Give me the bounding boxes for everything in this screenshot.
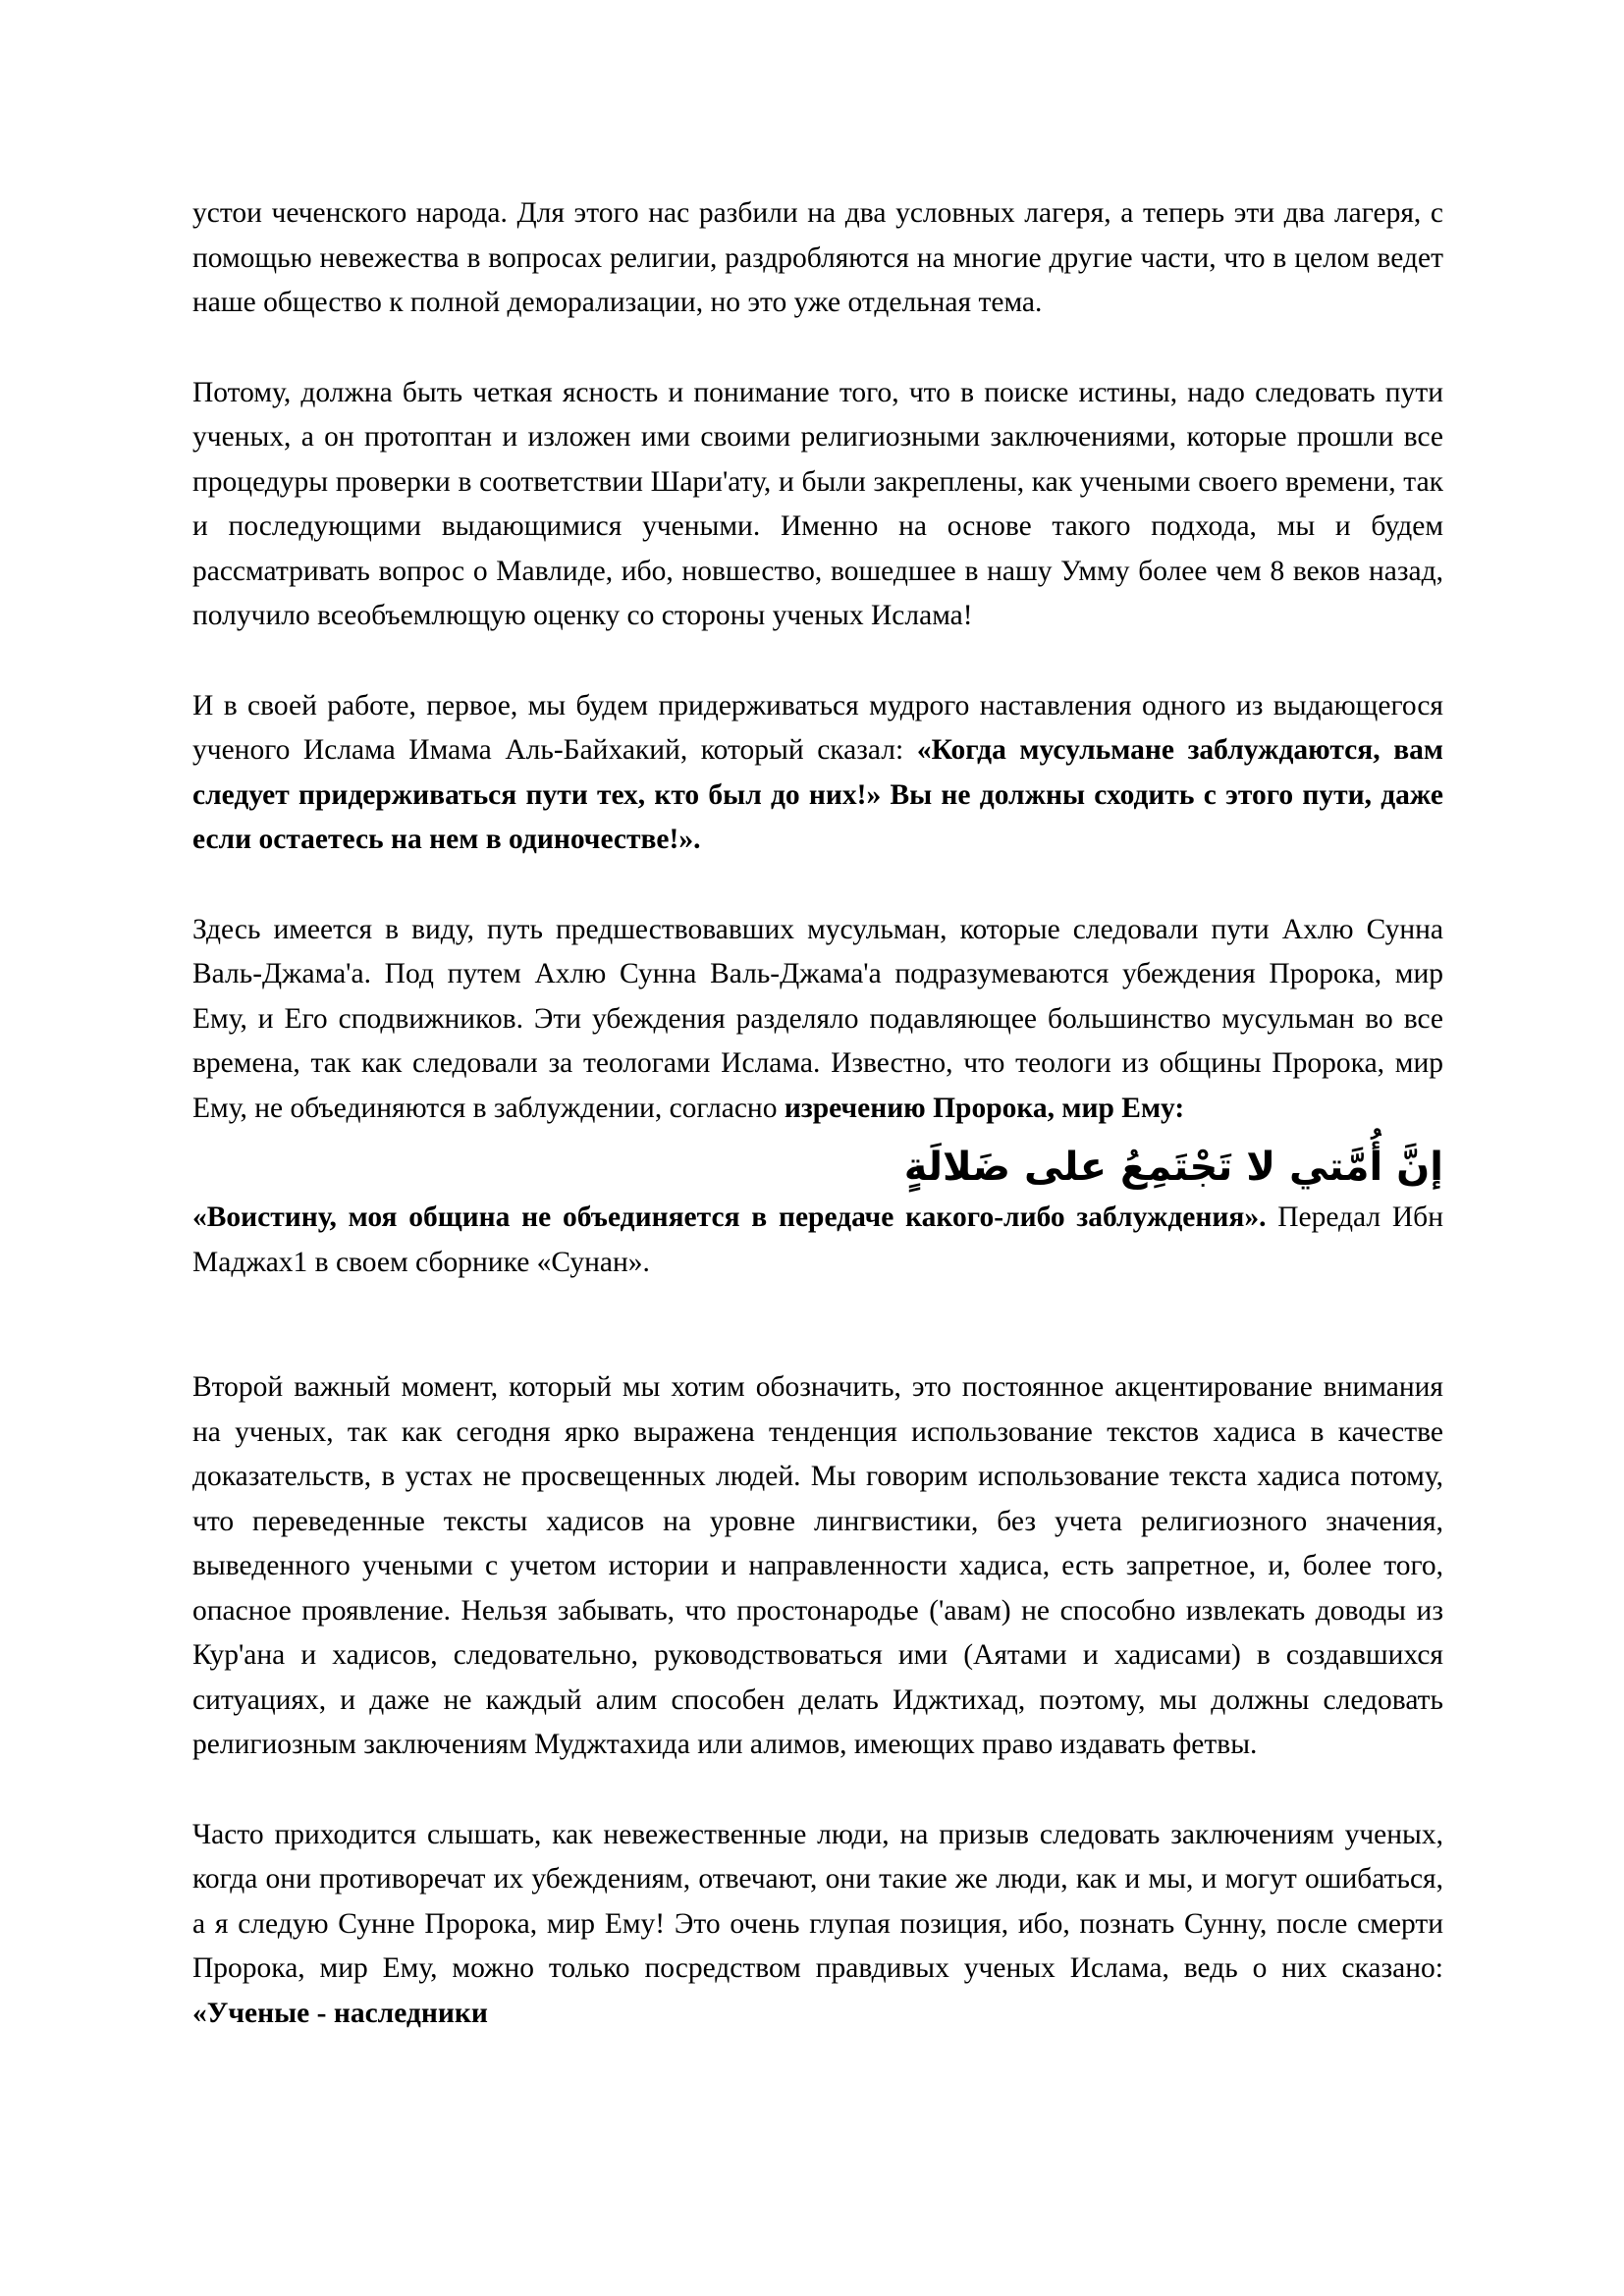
- paragraph-3-text: И в своей работе, первое, мы будем придерживаться мудрого наставления одного из выдающегося ученого Ислама Имама Аль-Байхакий, который сказал:: [192, 689, 1443, 766]
- paragraph-3-quote: «Когда мусульмане заблуждаются, вам следует придерживаться пути тех, кто был до них!» Вы не должны сходить с этого пути, даже если остаетесь на нем в одиночестве!».: [192, 734, 1443, 855]
- paragraph-6-text: Часто приходится слышать, как невежественные люди, на призыв следовать заключениям ученых, когда они противоречат их убеждениям, отвечают, они такие же люди, как и мы, и могут ошибаться, а я следую Сунне Пророка, мир Ему! Это очень глупая позиция, ибо, познать Сунну, после смерти Пророка, мир Ему, можно только посредством правдивых ученых Ислама, ведь о них сказано:: [192, 1818, 1443, 1984]
- paragraph-1: [192, 191, 1443, 326]
- paragraph-6-bold-tail: «Ученые - наследники: [192, 1997, 488, 2029]
- paragraph-2: [192, 371, 1443, 639]
- paragraph-6: [192, 1813, 1443, 2037]
- arabic-hadith-quote: إنَّ أُمَّتي لا تَجْتَمِعُ على ضَلالَةٍ: [903, 1145, 1443, 1190]
- paragraph-4-text: Здесь имеется в виду, путь предшествовавших мусульман, которые следовали пути Ахлю Сунна Валь-Джама'а. Под путем Ахлю Сунна Валь-Джама'а подразумеваются убеждения Пророка, мир Ему, и Его сподвижников. Эти убеждения разделяло подавляющее большинство мусульман во все времена, так как следовали за теологами Ислама. Известно, что теологи из общины Пророка, мир Ему, не объединяются в заблуждении, согласно: [192, 913, 1443, 1124]
- document-page: [192, 191, 1443, 2036]
- paragraph-1-text: устои чеченского народа. Для этого нас разбили на два условных лагеря, а теперь эти два лагеря, с помощью невежества в вопросах религии, раздробляются на многие другие части, что в целом ведет наше общество к полной деморализации, но это уже отдельная тема.: [192, 197, 1443, 318]
- paragraph-4-bold-tail: изречению Пророка, мир Ему:: [784, 1092, 1185, 1124]
- section-gap: [192, 1285, 1443, 1365]
- hadith-translation: [192, 1196, 1443, 1285]
- paragraph-3: [192, 684, 1443, 863]
- paragraph-5-text: Второй важный момент, который мы хотим обозначить, это постоянное акцентирование внимания на ученых, так как сегодня ярко выражена тенденция использование текстов хадиса в качестве доказательств, в устах не просвещенных людей. Мы говорим использование текста хадиса потому, что переведенные тексты хадисов на уровне лингвистики, без учета религиозного значения, выведенного учеными с учетом истории и направленности хадиса, есть запретное, и, более того, опасное проявление. Нельзя забывать, что простонародье ('авам) не способно извлекать доводы из Кур'ана и хадисов, следовательно, руководствоваться ими (Аятами и хадисами) в создавшихся ситуациях, и даже не каждый алим способен делать Иджтихад, поэтому, мы должны следовать религиозным заключениям Муджтахида или алимов, имеющих право издавать фетвы.: [192, 1371, 1443, 1760]
- paragraph-5: [192, 1365, 1443, 1768]
- hadith-source: Передал Ибн Маджах1 в своем сборнике «Сунан».: [192, 1201, 1443, 1278]
- paragraph-2-text: Потому, должна быть четкая ясность и понимание того, что в поиске истины, надо следовать пути ученых, а он протоптан и изложен ими своими религиозными заключениями, которые прошли все процедуры проверки в соответствии Шари'ату, и были закреплены, как учеными своего времени, так и последующими выдающимися учеными. Именно на основе такого подхода, мы и будем рассматривать вопрос о Мавлиде, ибо, новшество, вошедшее в нашу Умму более чем 8 веков назад, получило всеобъемлющую оценку со стороны ученых Ислама!: [192, 376, 1443, 631]
- hadith-translation-quote: «Воистину, моя община не объединяется в передаче какого-либо заблуждения».: [192, 1201, 1267, 1233]
- paragraph-4: [192, 908, 1443, 1132]
